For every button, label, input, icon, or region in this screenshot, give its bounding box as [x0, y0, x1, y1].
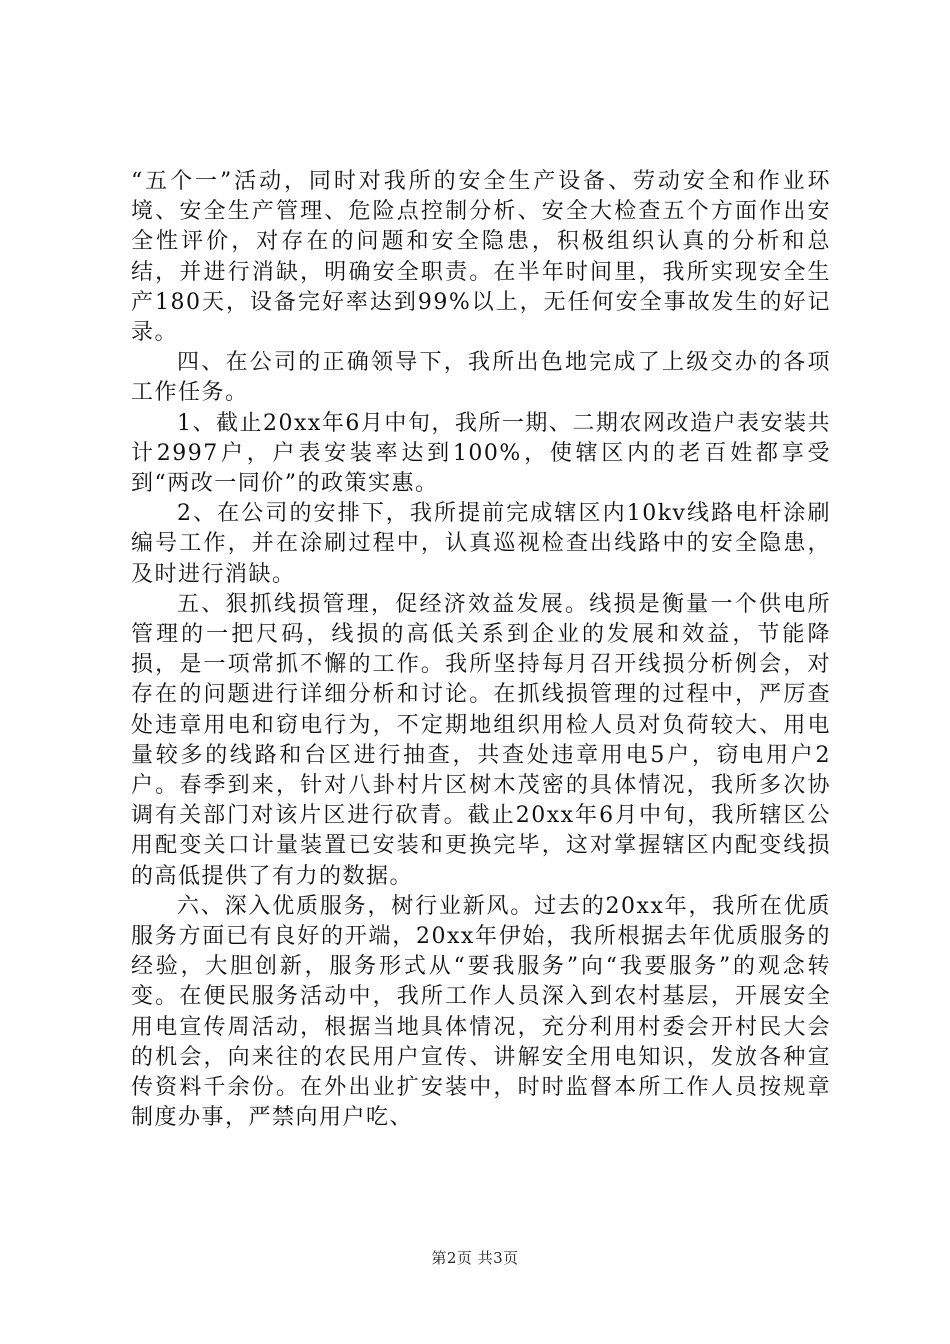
paragraph-section-four: 四、在公司的正确领导下，我所出色地完成了上级交办的各项工作任务。	[131, 350, 831, 406]
page-number-footer: 第2页 共3页	[431, 1249, 519, 1267]
document-body	[131, 167, 831, 1134]
paragraph-item-two: 2、在公司的安排下，我所提前完成辖区内10kv线路电杆涂刷编号工作，并在涂刷过程中，认真巡视检查出线路中的安全隐患，及时进行消缺。	[131, 501, 831, 587]
paragraph-section-five: 五、狠抓线损管理，促经济效益发展。线损是衡量一个供电所管理的一把尺码，线损的高低关系到企业的发展和效益，节能降损，是一项常抓不懈的工作。我所坚持每月召开线损分析例会，对存在的问题进行详细分析和讨论。在抓线损管理的过程中，严厉查处违章用电和窃电行为，不定期地组织用检人员对负荷较大、用电量较多的线路和台区进行抽查，共查处违章用电5户，窃电用户2户。春季到来，针对八卦村片区树木茂密的具体情况，我所多次协调有关部门对该片区进行砍青。截止20xx年6月中旬，我所辖区公用配变关口计量装置已安装和更换完毕，这对掌握辖区内配变线损的高低提供了有力的数据。	[131, 591, 831, 889]
paragraph-item-one: 1、截止20xx年6月中旬，我所一期、二期农网改造户表安装共计2997户，户表安装率达到100%，使辖区内的老百姓都享受到“两改一同价”的政策实惠。	[131, 410, 831, 497]
paragraph-safety-evaluation: “五个一”活动，同时对我所的安全生产设备、劳动安全和作业环境、安全生产管理、危险点控制分析、安全大检查五个方面作出安全性评价，对存在的问题和安全隐患，积极组织认真的分析和总结，并进行消缺，明确安全职责。在半年时间里，我所实现安全生产180天，设备完好率达到99%以上，无任何安全事故发生的好记录。	[131, 169, 831, 346]
paragraph-section-six: 六、深入优质服务，树行业新风。过去的20xx年，我所在优质服务方面已有良好的开端，20xx年伊始，我所根据去年优质服务的经验，大胆创新，服务形式从“要我服务”向“我要服务”的观念转变。在便民服务活动中，我所工作人员深入到农村基层，开展安全用电宣传周活动，根据当地具体情况，充分利用村委会开村民大会的机会，向来往的农民用户宣传、讲解安全用电知识，发放各种宣传资料千余份。在外出业扩安装中，时时监督本所工作人员按规章制度办事，严禁向用户吃、	[131, 893, 831, 1131]
